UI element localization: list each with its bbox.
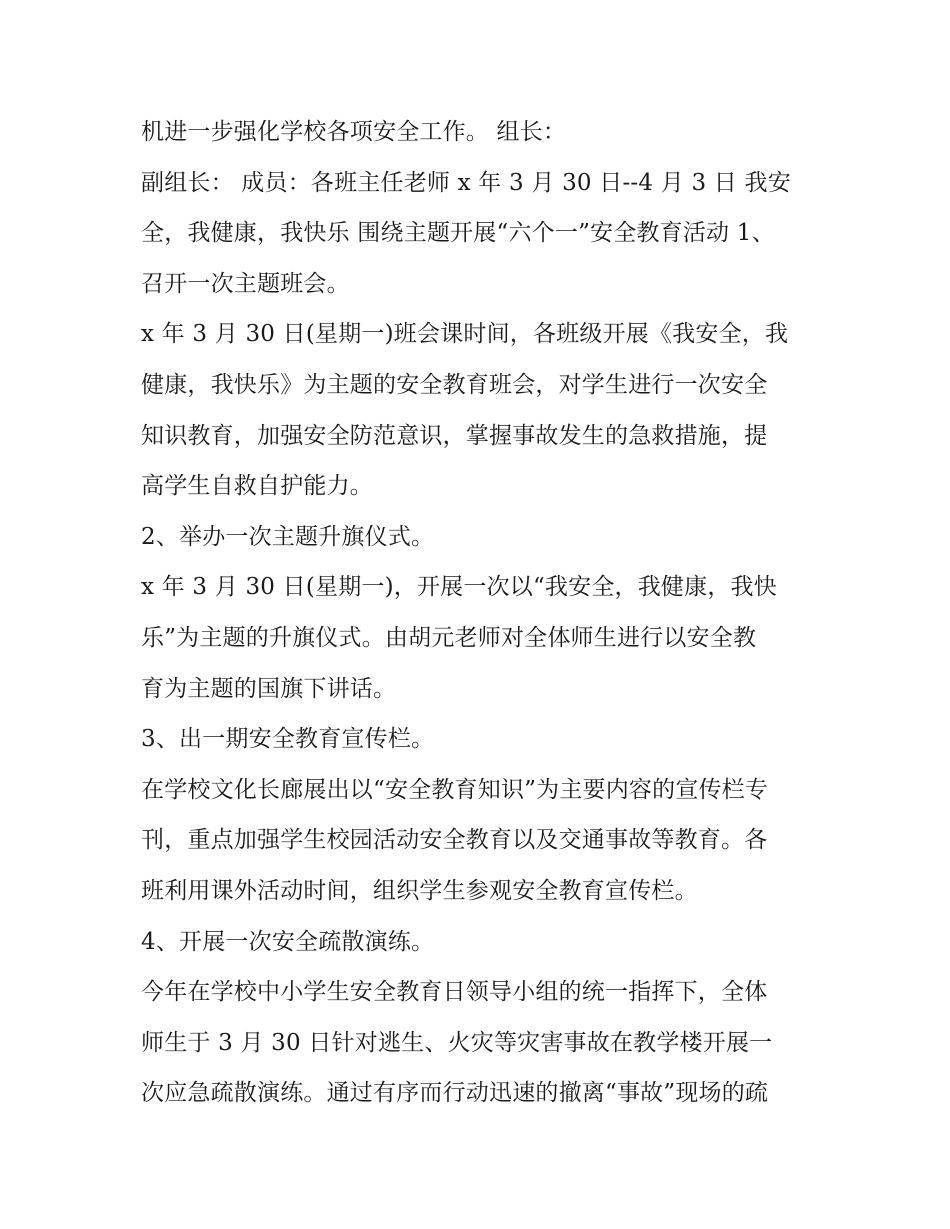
section-heading: 3、出一期安全教育宣传栏。 xyxy=(141,726,435,753)
text-line: 育为主题的国旗下讲话。 xyxy=(141,675,397,702)
section-heading: 2、举办一次主题升旗仪式。 xyxy=(141,523,435,550)
text-line: 刊，重点加强学生校园活动安全教育以及交通事故等教育。各 xyxy=(141,827,768,854)
text-line: 今年在学校中小学生安全教育日领导小组的统一指挥下，全体 xyxy=(141,979,768,1006)
document-body xyxy=(141,107,813,1119)
section-heading: 4、开展一次安全疏散演练。 xyxy=(141,928,435,955)
text-line: x 年 3 月 30 日(星期一)，开展一次以“我安全，我健康，我快 xyxy=(141,574,777,601)
text-line: 健康，我快乐》为主题的安全教育班会，对学生进行一次安全 xyxy=(141,371,768,398)
text-line: 副组长： 成员：各班主任老师 x 年 3 月 30 日--4 月 3 日 我安 xyxy=(141,169,791,196)
text-line: 高学生自救自护能力。 xyxy=(141,473,373,500)
text-line: x 年 3 月 30 日(星期一)班会课时间，各班级开展《我安全，我 xyxy=(141,321,789,348)
text-line: 班利用课外活动时间，组织学生参观安全教育宣传栏。 xyxy=(141,877,698,904)
text-line: 知识教育，加强安全防范意识，掌握事故发生的急救措施，提 xyxy=(141,422,768,449)
text-line: 召开一次主题班会。 xyxy=(141,270,350,297)
text-line: 师生于 3 月 30 日针对逃生、火灾等灾害事故在教学楼开展一 xyxy=(141,1029,773,1056)
text-line: 机进一步强化学校各项安全工作。 组长： xyxy=(141,119,567,145)
text-line: 在学校文化长廊展出以“安全教育知识”为主要内容的宣传栏专 xyxy=(141,776,769,803)
text-line: 乐”为主题的升旗仪式。由胡元老师对全体师生进行以安全教 xyxy=(141,624,757,651)
text-line: 次应急疏散演练。通过有序而行动迅速的撤离“事故”现场的疏 xyxy=(141,1080,769,1107)
text-line: 全，我健康，我快乐 围绕主题开展“六个一”安全教育活动 1、 xyxy=(141,220,775,247)
